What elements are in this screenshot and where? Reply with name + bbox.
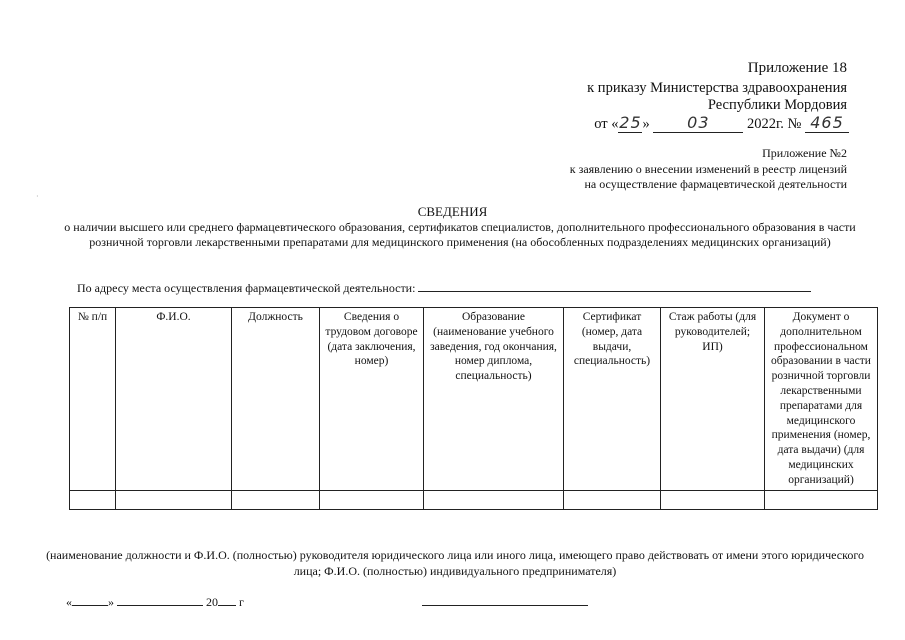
date-open: « (66, 595, 72, 609)
appendix-title: Приложение 18 (747, 60, 847, 76)
signature-line[interactable] (422, 605, 588, 606)
date-year-prefix: 20 (206, 595, 218, 609)
table-cell[interactable] (765, 490, 878, 509)
order-year: 2022г. № (746, 116, 802, 132)
order-day: 25 (619, 113, 642, 132)
document-subtitle: о наличии высшего или среднего фармацевтического образования, сертификатов специалистов, дополнительного профессионального образования в части розничной торговли лекарственными препаратами для медицинского применения (на обособленных подразделениях медицинских организаций) (64, 220, 856, 249)
header-additional-education: Документ о дополнительном профессиональном образовании в части розничной торговли лекарственными препаратами для медицинского применения (номер, дата выдачи) (для медицинских организаций) (765, 308, 878, 491)
order-mid: » (642, 116, 650, 132)
order-prefix: от « (594, 116, 619, 132)
table-row (70, 490, 878, 509)
signatory-note: (наименование должности и Ф.И.О. (полностью) руководителя юридического лица или иного лица, имеющего право действовать от имени этого юридического лица; Ф.И.О. (полностью) индивидуального предпринимателя) (46, 548, 864, 578)
header-experience: Стаж работы (для руководителей; ИП) (661, 308, 765, 491)
table-header-row (70, 308, 878, 491)
order-reference-line1: к приказу Министерства здравоохранения (587, 80, 847, 96)
appendix2-title: Приложение №2 (762, 146, 847, 160)
header-number: № п/п (70, 308, 116, 491)
address-input-line[interactable] (418, 280, 811, 292)
date-month-field[interactable] (117, 594, 203, 606)
table-cell[interactable] (320, 490, 424, 509)
date-year-field[interactable] (218, 594, 236, 606)
date-close: » (108, 595, 114, 609)
appendix2-line1: к заявлению о внесении изменений в реестр лицензий (569, 162, 847, 176)
order-reference-line2: Республики Мордовия (707, 97, 847, 113)
table-cell[interactable] (116, 490, 232, 509)
document-title: СВЕДЕНИЯ (417, 204, 488, 219)
signature-date (66, 594, 244, 610)
header-certificate: Сертификат (номер, дата выдачи, специальность) (564, 308, 661, 491)
table-cell[interactable] (564, 490, 661, 509)
staff-table (69, 307, 878, 510)
table-cell[interactable] (232, 490, 320, 509)
appendix2-line2: на осуществление фармацевтической деятельности (584, 177, 847, 191)
address-label: По адресу места осуществления фармацевтической деятельности: (77, 281, 416, 295)
order-date-number (594, 113, 849, 133)
header-contract: Сведения о трудовом договоре (дата заключения, номер) (320, 308, 424, 491)
header-fio: Ф.И.О. (116, 308, 232, 491)
header-position: Должность (232, 308, 320, 491)
table-cell[interactable] (70, 490, 116, 509)
order-month: 03 (653, 113, 743, 133)
table-cell[interactable] (661, 490, 765, 509)
order-number: 465 (805, 113, 849, 133)
table-cell[interactable] (424, 490, 564, 509)
date-day-field[interactable] (72, 594, 108, 606)
date-suffix: г (239, 595, 244, 609)
scan-mark: · (36, 192, 39, 201)
header-education: Образование (наименование учебного заведения, год окончания, номер диплома, специальность) (424, 308, 564, 491)
address-row (77, 280, 811, 296)
